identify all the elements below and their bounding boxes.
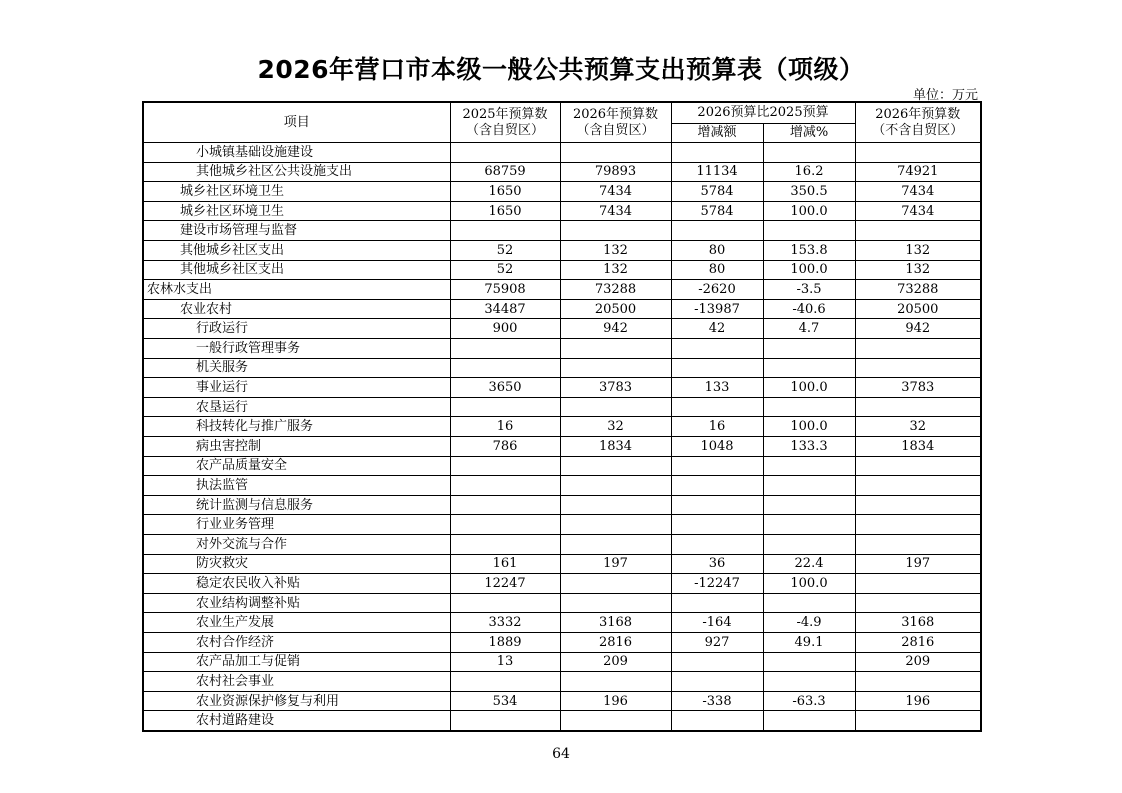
row-diff-cell: -338	[671, 691, 763, 711]
table-header	[143, 102, 981, 143]
row-pct-cell	[763, 221, 855, 241]
row-b2025-cell: 3332	[450, 613, 560, 633]
row-b2025-cell	[450, 358, 560, 378]
table-body	[143, 143, 981, 731]
row-diff-cell: 11134	[671, 162, 763, 182]
row-diff-cell: 927	[671, 632, 763, 652]
row-pct-cell: 100.0	[763, 417, 855, 437]
table-row	[143, 378, 981, 398]
row-pct-cell	[763, 593, 855, 613]
row-b2026-cell: 209	[560, 652, 671, 672]
row-b2026-cell	[560, 143, 671, 163]
row-item-name: 其他城乡社区支出	[143, 241, 450, 261]
row-b2025-cell	[450, 515, 560, 535]
row-diff-cell	[671, 143, 763, 163]
row-b2026ex-cell	[855, 593, 981, 613]
row-b2026ex-cell: 7434	[855, 201, 981, 221]
row-diff-cell: -2620	[671, 280, 763, 300]
table-row	[143, 593, 981, 613]
row-item-name: 小城镇基础设施建设	[143, 143, 450, 163]
header-budget-2026-line1: 2026年预算数	[572, 106, 659, 122]
table-row	[143, 417, 981, 437]
row-b2026ex-cell	[855, 339, 981, 359]
row-diff-cell	[671, 515, 763, 535]
table-row	[143, 358, 981, 378]
row-b2025-cell: 1650	[450, 201, 560, 221]
row-pct-cell: -63.3	[763, 691, 855, 711]
header-budget-2026-ex-line2: （不含自贸区）	[872, 122, 964, 138]
table-row	[143, 319, 981, 339]
row-b2026-cell	[560, 339, 671, 359]
row-b2025-cell	[450, 495, 560, 515]
table-row	[143, 711, 981, 731]
row-b2026ex-cell	[855, 711, 981, 731]
row-item-name: 其他城乡社区支出	[143, 260, 450, 280]
row-item-name: 防灾救灾	[143, 554, 450, 574]
row-pct-cell: 49.1	[763, 632, 855, 652]
table-row	[143, 241, 981, 261]
table-row	[143, 162, 981, 182]
row-b2025-cell: 900	[450, 319, 560, 339]
budget-table	[142, 101, 982, 732]
row-pct-cell: 22.4	[763, 554, 855, 574]
row-pct-cell	[763, 339, 855, 359]
row-pct-cell	[763, 711, 855, 731]
row-b2025-cell: 12247	[450, 574, 560, 594]
row-b2025-cell	[450, 143, 560, 163]
row-b2026-cell	[560, 593, 671, 613]
row-b2026-cell: 20500	[560, 299, 671, 319]
row-pct-cell: 16.2	[763, 162, 855, 182]
row-pct-cell: -3.5	[763, 280, 855, 300]
page-title: 2026年营口市本级一般公共预算支出预算表（项级）	[257, 55, 865, 84]
table-row	[143, 280, 981, 300]
table-row	[143, 260, 981, 280]
row-diff-cell: -12247	[671, 574, 763, 594]
row-item-name: 农产品质量安全	[143, 456, 450, 476]
row-b2026-cell: 3168	[560, 613, 671, 633]
row-pct-cell: 100.0	[763, 574, 855, 594]
row-b2026ex-cell: 3168	[855, 613, 981, 633]
row-b2026-cell: 79893	[560, 162, 671, 182]
row-pct-cell	[763, 534, 855, 554]
row-b2026-cell	[560, 672, 671, 692]
row-diff-cell	[671, 339, 763, 359]
row-b2025-cell	[450, 672, 560, 692]
row-b2026-cell	[560, 476, 671, 496]
row-pct-cell	[763, 143, 855, 163]
row-b2025-cell	[450, 397, 560, 417]
row-b2025-cell: 52	[450, 241, 560, 261]
row-b2026ex-cell: 197	[855, 554, 981, 574]
row-b2026ex-cell	[855, 358, 981, 378]
row-b2026-cell: 3783	[560, 378, 671, 398]
table-row	[143, 534, 981, 554]
table-row	[143, 221, 981, 241]
row-diff-cell: -13987	[671, 299, 763, 319]
row-diff-cell: 133	[671, 378, 763, 398]
table-row	[143, 554, 981, 574]
header-budget-2025	[450, 102, 560, 143]
row-b2025-cell	[450, 593, 560, 613]
row-pct-cell	[763, 358, 855, 378]
row-b2025-cell: 16	[450, 417, 560, 437]
row-item-name: 一般行政管理事务	[143, 339, 450, 359]
row-b2026-cell	[560, 397, 671, 417]
table-row	[143, 143, 981, 163]
row-b2026ex-cell	[855, 397, 981, 417]
row-b2026-cell: 2816	[560, 632, 671, 652]
row-b2026ex-cell: 209	[855, 652, 981, 672]
row-pct-cell: 100.0	[763, 378, 855, 398]
row-b2026ex-cell	[855, 456, 981, 476]
table-row	[143, 476, 981, 496]
row-b2026ex-cell	[855, 574, 981, 594]
table-row	[143, 495, 981, 515]
row-pct-cell	[763, 652, 855, 672]
row-b2026-cell	[560, 711, 671, 731]
row-item-name: 建设市场管理与监督	[143, 221, 450, 241]
header-budget-2026	[560, 102, 671, 143]
row-b2026-cell	[560, 534, 671, 554]
row-item-name: 事业运行	[143, 378, 450, 398]
row-b2026ex-cell: 32	[855, 417, 981, 437]
row-item-name: 机关服务	[143, 358, 450, 378]
header-budget-2025-line2: （含自贸区）	[465, 122, 544, 138]
row-item-name: 农业资源保护修复与利用	[143, 691, 450, 711]
row-b2025-cell	[450, 711, 560, 731]
row-diff-cell: 80	[671, 260, 763, 280]
row-item-name: 行业业务管理	[143, 515, 450, 535]
row-pct-cell	[763, 397, 855, 417]
row-item-name: 农垦运行	[143, 397, 450, 417]
row-b2025-cell	[450, 456, 560, 476]
row-diff-cell	[671, 476, 763, 496]
row-b2026-cell	[560, 515, 671, 535]
row-b2026-cell: 196	[560, 691, 671, 711]
row-b2026ex-cell: 73288	[855, 280, 981, 300]
row-diff-cell	[671, 495, 763, 515]
row-diff-cell: 5784	[671, 182, 763, 202]
row-item-name: 对外交流与合作	[143, 534, 450, 554]
row-b2026ex-cell: 132	[855, 241, 981, 261]
row-item-name: 农产品加工与促销	[143, 652, 450, 672]
row-b2026ex-cell	[855, 495, 981, 515]
row-b2026ex-cell: 74921	[855, 162, 981, 182]
row-pct-cell	[763, 495, 855, 515]
row-item-name: 科技转化与推广服务	[143, 417, 450, 437]
row-item-name: 统计监测与信息服务	[143, 495, 450, 515]
row-b2025-cell: 68759	[450, 162, 560, 182]
row-b2026-cell: 7434	[560, 201, 671, 221]
row-b2026ex-cell	[855, 515, 981, 535]
table-row	[143, 456, 981, 476]
row-b2026-cell	[560, 358, 671, 378]
table-row	[143, 201, 981, 221]
row-b2026ex-cell: 942	[855, 319, 981, 339]
row-diff-cell: 1048	[671, 437, 763, 457]
row-item-name: 行政运行	[143, 319, 450, 339]
row-b2025-cell: 534	[450, 691, 560, 711]
row-pct-cell: 350.5	[763, 182, 855, 202]
row-pct-cell: 100.0	[763, 260, 855, 280]
row-b2026-cell: 1834	[560, 437, 671, 457]
row-b2026ex-cell: 20500	[855, 299, 981, 319]
header-item: 项目	[143, 102, 450, 143]
row-diff-cell	[671, 397, 763, 417]
row-pct-cell: 4.7	[763, 319, 855, 339]
row-item-name: 稳定农民收入补贴	[143, 574, 450, 594]
unit-label: 单位：万元	[912, 88, 978, 103]
row-item-name: 病虫害控制	[143, 437, 450, 457]
header-change-pct: 增减%	[763, 123, 855, 143]
row-b2026ex-cell: 7434	[855, 182, 981, 202]
row-pct-cell: 153.8	[763, 241, 855, 261]
row-diff-cell: 36	[671, 554, 763, 574]
row-b2025-cell: 161	[450, 554, 560, 574]
row-b2026-cell: 132	[560, 260, 671, 280]
row-pct-cell: 100.0	[763, 201, 855, 221]
row-pct-cell: -4.9	[763, 613, 855, 633]
table-row	[143, 299, 981, 319]
table-row	[143, 691, 981, 711]
row-item-name: 城乡社区环境卫生	[143, 182, 450, 202]
table-row	[143, 613, 981, 633]
row-b2026-cell	[560, 495, 671, 515]
row-diff-cell	[671, 221, 763, 241]
table-row	[143, 397, 981, 417]
row-b2026-cell: 197	[560, 554, 671, 574]
row-b2025-cell: 52	[450, 260, 560, 280]
row-b2026ex-cell: 3783	[855, 378, 981, 398]
row-b2025-cell: 786	[450, 437, 560, 457]
row-b2026-cell	[560, 456, 671, 476]
header-budget-2026-line2: （含自贸区）	[576, 122, 655, 138]
row-item-name: 农业生产发展	[143, 613, 450, 633]
row-item-name: 城乡社区环境卫生	[143, 201, 450, 221]
row-b2026-cell: 32	[560, 417, 671, 437]
row-item-name: 农林水支出	[143, 280, 450, 300]
row-b2025-cell: 75908	[450, 280, 560, 300]
row-diff-cell: 16	[671, 417, 763, 437]
table-row	[143, 632, 981, 652]
header-compare: 2026预算比2025预算	[671, 102, 855, 123]
row-b2025-cell	[450, 339, 560, 359]
row-b2026-cell: 7434	[560, 182, 671, 202]
row-diff-cell: 5784	[671, 201, 763, 221]
row-b2025-cell	[450, 221, 560, 241]
row-pct-cell	[763, 515, 855, 535]
row-b2026-cell: 942	[560, 319, 671, 339]
row-diff-cell	[671, 672, 763, 692]
table-row	[143, 515, 981, 535]
row-pct-cell	[763, 456, 855, 476]
row-b2026ex-cell: 132	[855, 260, 981, 280]
table-row	[143, 182, 981, 202]
row-item-name: 其他城乡社区公共设施支出	[143, 162, 450, 182]
header-budget-2025-line1: 2025年预算数	[462, 106, 548, 122]
row-b2026ex-cell: 2816	[855, 632, 981, 652]
row-b2026ex-cell: 1834	[855, 437, 981, 457]
row-item-name: 农村社会事业	[143, 672, 450, 692]
row-pct-cell: 133.3	[763, 437, 855, 457]
row-diff-cell	[671, 456, 763, 476]
header-change-amount: 增减额	[671, 123, 763, 143]
row-b2026ex-cell	[855, 221, 981, 241]
header-budget-2026-ex-line1: 2026年预算数	[875, 106, 961, 122]
row-b2025-cell: 1889	[450, 632, 560, 652]
row-b2025-cell: 13	[450, 652, 560, 672]
row-b2026-cell	[560, 574, 671, 594]
row-item-name: 农业农村	[143, 299, 450, 319]
table-row	[143, 574, 981, 594]
row-diff-cell	[671, 534, 763, 554]
row-pct-cell	[763, 672, 855, 692]
row-item-name: 农村道路建设	[143, 711, 450, 731]
row-pct-cell: -40.6	[763, 299, 855, 319]
row-b2025-cell: 34487	[450, 299, 560, 319]
row-b2026-cell: 132	[560, 241, 671, 261]
table-row	[143, 652, 981, 672]
header-budget-2026-ex	[855, 102, 981, 143]
row-b2025-cell: 1650	[450, 182, 560, 202]
row-pct-cell	[763, 476, 855, 496]
row-diff-cell: -164	[671, 613, 763, 633]
row-b2026ex-cell: 196	[855, 691, 981, 711]
row-diff-cell	[671, 652, 763, 672]
row-b2026ex-cell	[855, 672, 981, 692]
table-row	[143, 339, 981, 359]
row-b2026-cell	[560, 221, 671, 241]
row-item-name: 农业结构调整补贴	[143, 593, 450, 613]
page-number: 64	[552, 746, 570, 762]
row-b2026ex-cell	[855, 143, 981, 163]
row-diff-cell: 80	[671, 241, 763, 261]
row-diff-cell	[671, 711, 763, 731]
row-item-name: 执法监管	[143, 476, 450, 496]
row-diff-cell	[671, 593, 763, 613]
row-b2026-cell: 73288	[560, 280, 671, 300]
row-b2025-cell	[450, 534, 560, 554]
table-row	[143, 437, 981, 457]
table-row	[143, 672, 981, 692]
row-b2025-cell	[450, 476, 560, 496]
row-item-name: 农村合作经济	[143, 632, 450, 652]
row-diff-cell	[671, 358, 763, 378]
row-b2026ex-cell	[855, 534, 981, 554]
row-diff-cell: 42	[671, 319, 763, 339]
row-b2025-cell: 3650	[450, 378, 560, 398]
row-b2026ex-cell	[855, 476, 981, 496]
